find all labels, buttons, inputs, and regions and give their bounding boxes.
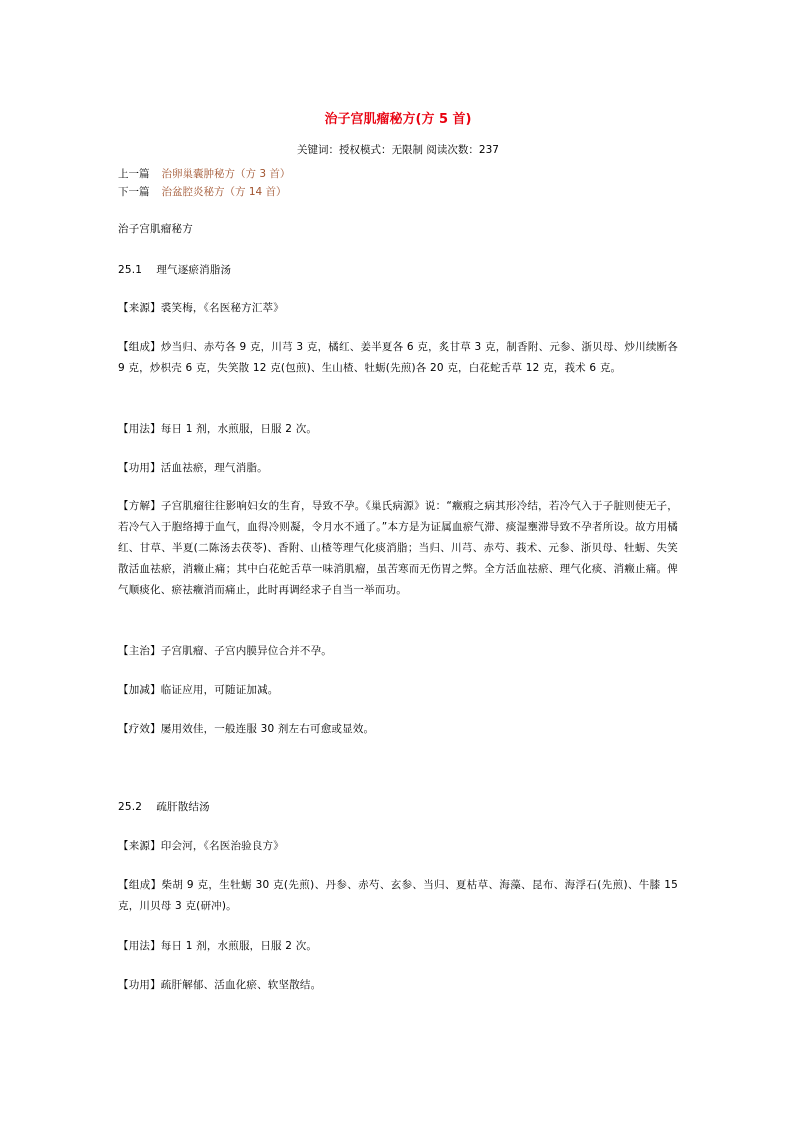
explanation-paragraph-1: 【方解】子宫肌瘤往往影响妇女的生育，导致不孕。《巢氏病源》说：“癥瘕之病其形冷结，若冷气入于子脏则使无子，若冷气入于胞络搏于血气，血得冷则凝，令月水不通了。”本方是为证属血瘀气滞、痰湿壅滞导致不孕者所设。故方用橘红、甘草、半夏(二陈汤去茯苓)、香附、山楂等理气化痰消脂；当归、川芎、赤芍、莪术、元参、浙贝母、牡蛎、失笑散活血祛瘀，消癥止痛；其中白花蛇舌草一味消肌瘤，虽苦寒而无伤胃之弊。全方活血祛瘀、理气化痰、消癥止痛。俾气顺痰化、瘀祛癥消而痛止，此时再调经求子自当一举而功。 — [118, 500, 678, 596]
usage-paragraph-1: 【用法】每日 1 剂，水煎服，日服 2 次。 — [118, 423, 318, 435]
article-meta: 关键词：授权模式：无限制 阅读次数：237 — [297, 144, 499, 156]
page-title: 治子宫肌瘤秘方(方 5 首) — [324, 112, 472, 127]
next-label: 下一篇 — [118, 186, 150, 198]
indication-paragraph-1: 【主治】子宫肌瘤、子宫内膜异位合并不孕。 — [118, 645, 332, 657]
intro-text: 治子宫肌瘤秘方 — [118, 223, 193, 235]
effect-paragraph-1: 【功用】活血祛瘀，理气消脂。 — [118, 462, 268, 474]
next-article-nav — [118, 184, 287, 199]
effect-paragraph-2: 【功用】疏肝解郁、活血化瘀、软坚散结。 — [118, 979, 322, 991]
prev-article-nav — [118, 166, 290, 181]
source-paragraph-2: 【来源】印会河，《名医治验良方》 — [118, 840, 284, 852]
composition-paragraph-1: 【组成】炒当归、赤芍各 9 克，川芎 3 克，橘红、姜半夏各 6 克，炙甘草 3 克，制香附、元参、浙贝母、炒川续断各 9 克，炒枳壳 6 克，失笑散 12 克(包煎)、生山楂、牡蛎(先煎)各 20 克，白花蛇舌草 12 克，莪术 6 克。 — [118, 341, 678, 374]
modification-paragraph-1: 【加减】临证应用，可随证加减。 — [118, 684, 279, 696]
source-paragraph-1: 【来源】裘笑梅，《名医秘方汇萃》 — [118, 302, 284, 314]
composition-paragraph-2: 【组成】柴胡 9 克，生牡蛎 30 克(先煎)、丹参、赤芍、玄参、当归、夏枯草、海藻、昆布、海浮石(先煎)、牛膝 15 克，川贝母 3 克(研冲)。 — [118, 879, 678, 912]
section-heading-1: 25.1 理气逐瘀消脂汤 — [118, 264, 232, 276]
usage-paragraph-2: 【用法】每日 1 剂，水煎服，日服 2 次。 — [118, 940, 318, 952]
efficacy-paragraph-1: 【疗效】屡用效佳，一般连服 30 剂左右可愈或显效。 — [118, 723, 375, 735]
next-article-link[interactable]: 治盆腔炎秘方（方 14 首） — [161, 186, 287, 198]
prev-article-link[interactable]: 治卵巢囊肿秘方（方 3 首） — [161, 168, 291, 180]
section-heading-2: 25.2 疏肝散结汤 — [118, 801, 210, 813]
prev-label: 上一篇 — [118, 168, 150, 180]
